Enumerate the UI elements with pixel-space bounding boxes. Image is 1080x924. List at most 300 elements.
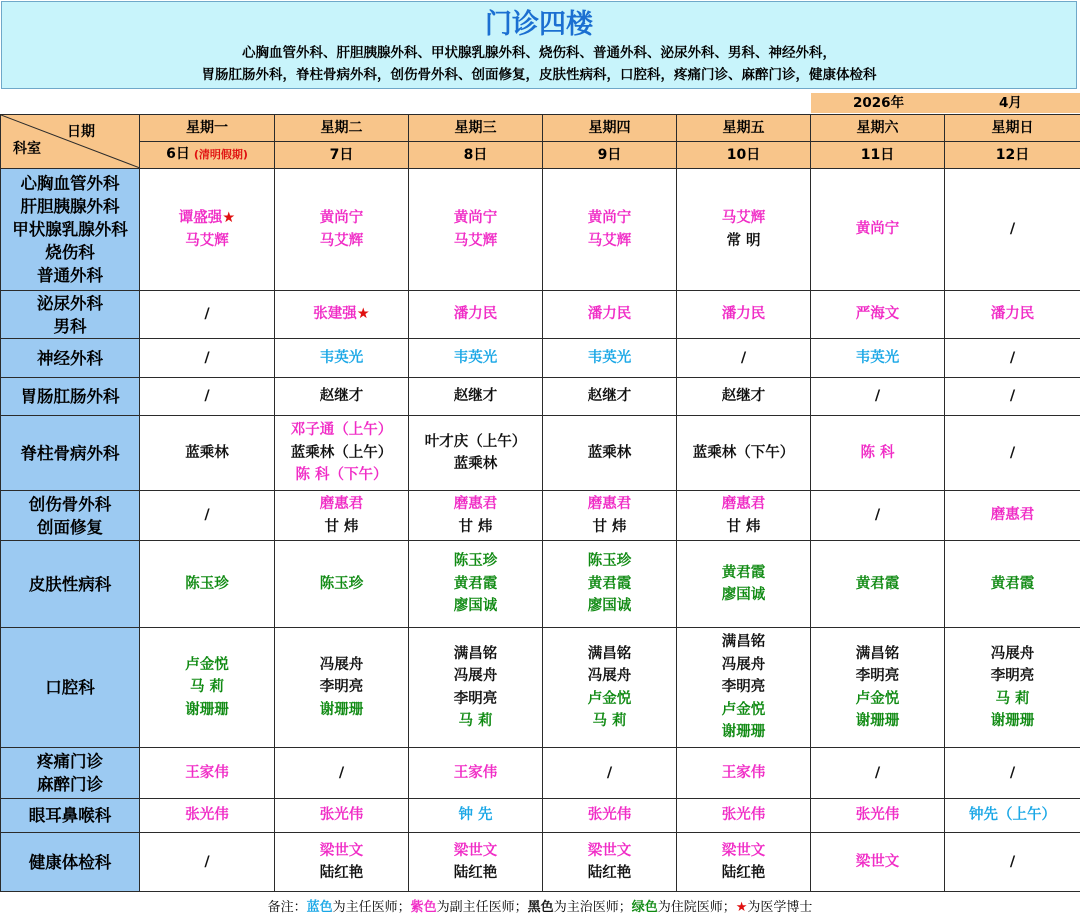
department-name: 创面修复 bbox=[1, 516, 139, 539]
doctor-name-text: 蓝乘林（下午） bbox=[693, 445, 795, 461]
schedule-cell bbox=[677, 833, 811, 892]
doctor-name-text: 李明亮 bbox=[320, 679, 364, 695]
weekday-header: 星期六 bbox=[811, 115, 945, 142]
date-label: 7日 bbox=[330, 147, 354, 163]
doctor-name bbox=[409, 710, 542, 733]
schedule-cell bbox=[275, 416, 409, 491]
doctor-name bbox=[409, 431, 542, 454]
doctor-name bbox=[543, 804, 676, 827]
legend-black-text: 为主治医师； bbox=[554, 900, 632, 915]
date-label: 12日 bbox=[996, 147, 1029, 163]
department-name: 胃肠肛肠外科 bbox=[1, 385, 139, 408]
doctor-name bbox=[409, 804, 542, 827]
department-cell bbox=[1, 833, 140, 892]
doctor-name-text: 张光伟 bbox=[722, 807, 766, 823]
doctor-name-text: 卢金悦 bbox=[185, 657, 229, 673]
doctor-name bbox=[543, 643, 676, 666]
schedule-cell bbox=[945, 339, 1080, 378]
schedule-cell bbox=[945, 291, 1080, 339]
doctor-name bbox=[811, 688, 944, 711]
doctor-name-text: 王家伟 bbox=[454, 765, 498, 781]
schedule-cell bbox=[140, 339, 275, 378]
doctor-name bbox=[677, 562, 810, 585]
doctor-name-text: 赵继才 bbox=[320, 388, 364, 404]
doctor-name bbox=[945, 688, 1080, 711]
doctor-name-text: 满昌铭 bbox=[856, 646, 900, 662]
doctor-name-text: 韦英光 bbox=[320, 350, 364, 366]
no-clinic-mark bbox=[811, 762, 944, 785]
doctor-name-text: 马 莉 bbox=[995, 691, 1029, 707]
schedule-cell bbox=[945, 491, 1080, 541]
doctor-name-text: 谢珊珊 bbox=[320, 702, 364, 718]
doctor-name bbox=[275, 840, 408, 863]
date-header bbox=[140, 142, 275, 169]
doctor-name bbox=[409, 453, 542, 476]
weekday-header: 星期一 bbox=[140, 115, 275, 142]
weekday-header-row bbox=[1, 115, 1080, 142]
no-clinic-mark bbox=[811, 385, 944, 408]
doctor-name-text: 常 明 bbox=[726, 233, 760, 249]
doctor-name-text: 黄君霞 bbox=[856, 576, 900, 592]
schedule-cell bbox=[409, 416, 543, 491]
doctor-name bbox=[275, 207, 408, 230]
no-clinic-mark bbox=[140, 851, 274, 874]
doctor-name bbox=[140, 804, 274, 827]
department-name: 健康体检科 bbox=[1, 851, 139, 874]
doctor-name bbox=[543, 710, 676, 733]
department-name: 男科 bbox=[1, 315, 139, 338]
doctor-name-text: 邓子通（上午） bbox=[291, 422, 393, 438]
date-header bbox=[677, 142, 811, 169]
doctor-name bbox=[945, 303, 1080, 326]
doctor-name-text: 陈 科（下午） bbox=[295, 467, 387, 483]
doctor-name-text: / bbox=[204, 854, 209, 870]
schedule-row bbox=[1, 748, 1080, 799]
doctor-name-text: 甘 炜 bbox=[324, 519, 358, 535]
doctor-name bbox=[677, 442, 810, 465]
doctor-name bbox=[811, 851, 944, 874]
legend-purple-text: 为副主任医师； bbox=[437, 900, 528, 915]
doctor-name-text: / bbox=[1010, 854, 1015, 870]
doctor-name-text: 卢金悦 bbox=[722, 702, 766, 718]
doctor-name-text: 王家伟 bbox=[185, 765, 229, 781]
doctor-name-text: 张光伟 bbox=[185, 807, 229, 823]
doctor-name bbox=[409, 862, 542, 885]
doctor-name bbox=[811, 442, 944, 465]
doctor-name bbox=[543, 347, 676, 370]
doctor-name-text: / bbox=[1010, 221, 1015, 237]
no-clinic-mark bbox=[677, 347, 810, 370]
doctor-name bbox=[409, 665, 542, 688]
no-clinic-mark bbox=[275, 762, 408, 785]
doctor-name bbox=[140, 762, 274, 785]
doctor-name bbox=[140, 442, 274, 465]
department-cell bbox=[1, 378, 140, 416]
schedule-cell bbox=[543, 291, 677, 339]
schedule-cell bbox=[677, 491, 811, 541]
doctor-name-text: 韦英光 bbox=[856, 350, 900, 366]
doctor-name-text: / bbox=[204, 350, 209, 366]
doctor-name-text: 冯展舟 bbox=[454, 668, 498, 684]
schedule-cell bbox=[275, 291, 409, 339]
doctor-name bbox=[945, 504, 1080, 527]
schedule-cell bbox=[811, 291, 945, 339]
doctor-name-text: 梁世文 bbox=[320, 843, 364, 859]
no-clinic-mark bbox=[140, 303, 274, 326]
doctor-name bbox=[543, 573, 676, 596]
doctor-name-text: 谢珊珊 bbox=[722, 724, 766, 740]
doctor-name-text: 张光伟 bbox=[856, 807, 900, 823]
schedule-row bbox=[1, 416, 1080, 491]
doctor-name-text: 赵继才 bbox=[454, 388, 498, 404]
schedule-cell bbox=[275, 378, 409, 416]
doctor-name-text: 潘力民 bbox=[991, 306, 1035, 322]
doctor-name bbox=[275, 230, 408, 253]
schedule-cell bbox=[543, 833, 677, 892]
schedule-cell bbox=[811, 169, 945, 291]
schedule-cell bbox=[677, 628, 811, 748]
doctor-name-text: 廖国诚 bbox=[722, 587, 766, 603]
schedule-cell bbox=[677, 416, 811, 491]
date-label: 10日 bbox=[727, 147, 760, 163]
schedule-cell bbox=[409, 541, 543, 628]
doctor-name-text: 陈玉珍 bbox=[454, 553, 498, 569]
doctor-name bbox=[677, 631, 810, 654]
doctor-name bbox=[543, 550, 676, 573]
schedule-row bbox=[1, 833, 1080, 892]
schedule-cell bbox=[275, 541, 409, 628]
schedule-cell bbox=[945, 378, 1080, 416]
doctor-name bbox=[677, 493, 810, 516]
doctor-name bbox=[811, 665, 944, 688]
doctor-name bbox=[811, 710, 944, 733]
department-list-line-2: 胃肠肛肠外科，脊柱骨病外科，创伤骨外科、创面修复，皮肤性病科，口腔科，疼痛门诊、麻醉门诊，健康体检科 bbox=[2, 64, 1076, 86]
doctor-name-text: 马艾辉 bbox=[454, 233, 498, 249]
doctor-name bbox=[543, 493, 676, 516]
doctor-name-text: 李明亮 bbox=[722, 679, 766, 695]
weekday-header: 星期五 bbox=[677, 115, 811, 142]
no-clinic-mark bbox=[543, 762, 676, 785]
doctor-name-text: 赵继才 bbox=[588, 388, 632, 404]
schedule-cell bbox=[140, 491, 275, 541]
doctor-name-text: 蓝乘林（上午） bbox=[291, 445, 393, 461]
doctor-name-text: / bbox=[204, 306, 209, 322]
date-header bbox=[275, 142, 409, 169]
doctor-name bbox=[275, 804, 408, 827]
schedule-cell bbox=[677, 799, 811, 833]
schedule-cell bbox=[543, 541, 677, 628]
doctor-name-text: 磨惠君 bbox=[722, 496, 766, 512]
doctor-name-text: 甘 炜 bbox=[726, 519, 760, 535]
month-label: 4月 bbox=[999, 93, 1022, 113]
schedule-cell bbox=[275, 799, 409, 833]
doctor-name-text: 黄君霞 bbox=[722, 565, 766, 581]
doctor-name bbox=[543, 442, 676, 465]
schedule-row bbox=[1, 169, 1080, 291]
doctor-name bbox=[140, 699, 274, 722]
schedule-cell bbox=[409, 748, 543, 799]
doctor-name bbox=[140, 654, 274, 677]
doctor-name bbox=[409, 840, 542, 863]
doctor-name-text: 李明亮 bbox=[856, 668, 900, 684]
doctor-name-text: 谭盛强 bbox=[179, 210, 223, 226]
doctor-name-text: 满昌铭 bbox=[722, 634, 766, 650]
doctor-name bbox=[275, 573, 408, 596]
doctor-name bbox=[677, 676, 810, 699]
doctor-name-text: / bbox=[875, 507, 880, 523]
doctor-name-text: 马艾辉 bbox=[588, 233, 632, 249]
schedule-cell bbox=[409, 169, 543, 291]
schedule-cell bbox=[945, 169, 1080, 291]
doctor-name bbox=[543, 303, 676, 326]
date-label: 11日 bbox=[861, 147, 894, 163]
schedule-cell bbox=[140, 833, 275, 892]
doctor-name bbox=[677, 862, 810, 885]
no-clinic-mark bbox=[140, 504, 274, 527]
no-clinic-mark bbox=[811, 504, 944, 527]
doctor-name bbox=[543, 665, 676, 688]
doctor-name bbox=[677, 721, 810, 744]
doctor-name-text: 冯展舟 bbox=[991, 646, 1035, 662]
no-clinic-mark bbox=[945, 762, 1080, 785]
doctor-name bbox=[677, 385, 810, 408]
schedule-cell bbox=[409, 291, 543, 339]
doctor-name bbox=[677, 230, 810, 253]
star-icon: ★ bbox=[736, 900, 748, 915]
doctor-name bbox=[409, 230, 542, 253]
doctor-name-text: / bbox=[204, 507, 209, 523]
doctor-name-text: / bbox=[875, 388, 880, 404]
year-label: 2026年 bbox=[853, 93, 904, 113]
doctor-name bbox=[409, 688, 542, 711]
department-cell bbox=[1, 799, 140, 833]
schedule-cell bbox=[140, 541, 275, 628]
doctor-name-text: 赵继才 bbox=[722, 388, 766, 404]
schedule-cell bbox=[543, 169, 677, 291]
doctor-name-text: 黄君霞 bbox=[588, 576, 632, 592]
doctor-name-text: 李明亮 bbox=[991, 668, 1035, 684]
date-header bbox=[945, 142, 1080, 169]
doctor-name-text: 磨惠君 bbox=[991, 507, 1035, 523]
doctor-name-text: 王家伟 bbox=[722, 765, 766, 781]
doctor-name bbox=[409, 643, 542, 666]
doctor-name bbox=[811, 303, 944, 326]
doctor-name-text: / bbox=[1010, 765, 1015, 781]
doctor-name bbox=[409, 573, 542, 596]
no-clinic-mark bbox=[140, 385, 274, 408]
doctor-name bbox=[409, 493, 542, 516]
doctor-name-text: / bbox=[607, 765, 612, 781]
schedule-cell bbox=[677, 169, 811, 291]
schedule-row bbox=[1, 339, 1080, 378]
schedule-cell bbox=[677, 378, 811, 416]
page-title: 门诊四楼 bbox=[2, 8, 1076, 42]
schedule-cell bbox=[945, 416, 1080, 491]
doctor-name bbox=[409, 303, 542, 326]
doctor-name bbox=[945, 804, 1080, 827]
schedule-cell bbox=[543, 491, 677, 541]
department-name: 眼耳鼻喉科 bbox=[1, 804, 139, 827]
doctor-name-text: 潘力民 bbox=[454, 306, 498, 322]
doctor-name bbox=[275, 699, 408, 722]
doctor-name-text: / bbox=[1010, 445, 1015, 461]
schedule-cell bbox=[811, 378, 945, 416]
schedule-row bbox=[1, 799, 1080, 833]
doctor-name bbox=[543, 207, 676, 230]
legend-purple: 紫色 bbox=[411, 900, 437, 915]
schedule-cell bbox=[140, 416, 275, 491]
doctor-name-text: 陆红艳 bbox=[454, 865, 498, 881]
doctor-name-text: 廖国诚 bbox=[454, 598, 498, 614]
doctor-name-text: 谢珊珊 bbox=[991, 713, 1035, 729]
date-header-row bbox=[1, 142, 1080, 169]
doctor-name-text: 蓝乘林 bbox=[185, 445, 229, 461]
doctor-name bbox=[543, 862, 676, 885]
doctor-name-text: 张光伟 bbox=[588, 807, 632, 823]
weekday-header: 星期四 bbox=[543, 115, 677, 142]
department-list-line-1: 心胸血管外科、肝胆胰腺外科、甲状腺乳腺外科、烧伤科、普通外科、泌尿外科、男科、神经外科， bbox=[2, 42, 1076, 64]
date-header bbox=[543, 142, 677, 169]
department-cell bbox=[1, 491, 140, 541]
doctor-name-text: 严海文 bbox=[856, 306, 900, 322]
doctor-name bbox=[677, 584, 810, 607]
doctor-name bbox=[677, 804, 810, 827]
schedule-cell bbox=[409, 628, 543, 748]
schedule-cell bbox=[677, 748, 811, 799]
department-cell bbox=[1, 748, 140, 799]
no-clinic-mark bbox=[945, 442, 1080, 465]
schedule-cell bbox=[409, 833, 543, 892]
doctor-name-text: / bbox=[339, 765, 344, 781]
date-header bbox=[811, 142, 945, 169]
schedule-cell bbox=[811, 748, 945, 799]
doctor-name-text: 磨惠君 bbox=[588, 496, 632, 512]
department-name: 疼痛门诊 bbox=[1, 750, 139, 773]
doctor-name bbox=[945, 710, 1080, 733]
year-month-bar bbox=[811, 93, 1080, 113]
no-clinic-mark bbox=[140, 347, 274, 370]
schedule-cell bbox=[677, 291, 811, 339]
doctor-name-text: 甘 炜 bbox=[458, 519, 492, 535]
doctor-name bbox=[140, 207, 274, 230]
doctor-name-text: 马艾辉 bbox=[722, 210, 766, 226]
doctor-name-text: 蓝乘林 bbox=[454, 456, 498, 472]
doctor-name bbox=[677, 699, 810, 722]
schedule-cell bbox=[811, 799, 945, 833]
doctor-name bbox=[275, 676, 408, 699]
star-icon: ★ bbox=[357, 306, 370, 322]
date-label: 6日 bbox=[166, 146, 190, 162]
doctor-name-text: 卢金悦 bbox=[856, 691, 900, 707]
doctor-name bbox=[409, 762, 542, 785]
schedule-cell bbox=[543, 799, 677, 833]
doctor-name-text: 黄尚宁 bbox=[320, 210, 364, 226]
weekday-header: 星期三 bbox=[409, 115, 543, 142]
department-name: 烧伤科 bbox=[1, 241, 139, 264]
doctor-name bbox=[275, 493, 408, 516]
doctor-name-text: 梁世文 bbox=[856, 854, 900, 870]
doctor-name bbox=[543, 385, 676, 408]
department-name: 普通外科 bbox=[1, 264, 139, 287]
schedule-table bbox=[0, 114, 1080, 892]
doctor-name bbox=[677, 303, 810, 326]
legend-prefix: 备注： bbox=[268, 900, 307, 915]
doctor-name bbox=[409, 550, 542, 573]
doctor-name bbox=[275, 385, 408, 408]
doctor-name bbox=[945, 573, 1080, 596]
no-clinic-mark bbox=[945, 218, 1080, 241]
doctor-name-text: 钟 先 bbox=[458, 807, 492, 823]
schedule-cell bbox=[811, 833, 945, 892]
doctor-name-text: 黄君霞 bbox=[454, 576, 498, 592]
schedule-cell bbox=[677, 541, 811, 628]
legend-green: 绿色 bbox=[632, 900, 658, 915]
schedule-cell bbox=[543, 628, 677, 748]
department-name: 神经外科 bbox=[1, 347, 139, 370]
doctor-name-text: 黄君霞 bbox=[991, 576, 1035, 592]
legend-green-text: 为住院医师； bbox=[658, 900, 736, 915]
doctor-name-text: 冯展舟 bbox=[320, 657, 364, 673]
doctor-name bbox=[677, 762, 810, 785]
schedule-cell bbox=[543, 416, 677, 491]
doctor-name-text: 陆红艳 bbox=[722, 865, 766, 881]
schedule-cell bbox=[275, 748, 409, 799]
doctor-name-text: 卢金悦 bbox=[588, 691, 632, 707]
dept-axis-label: 科室 bbox=[13, 138, 41, 161]
doctor-name bbox=[677, 840, 810, 863]
doctor-name-text: 冯展舟 bbox=[722, 657, 766, 673]
doctor-name bbox=[275, 464, 408, 487]
department-cell bbox=[1, 169, 140, 291]
schedule-cell bbox=[140, 748, 275, 799]
doctor-name-text: 马 莉 bbox=[458, 713, 492, 729]
schedule-cell bbox=[811, 339, 945, 378]
doctor-name-text: / bbox=[1010, 350, 1015, 366]
date-label: 9日 bbox=[598, 147, 622, 163]
doctor-name-text: 廖国诚 bbox=[588, 598, 632, 614]
doctor-name bbox=[409, 595, 542, 618]
doctor-name bbox=[543, 840, 676, 863]
department-cell bbox=[1, 416, 140, 491]
doctor-name-text: 陈 科 bbox=[860, 445, 894, 461]
doctor-name-text: 潘力民 bbox=[588, 306, 632, 322]
schedule-cell bbox=[945, 799, 1080, 833]
doctor-name-text: / bbox=[1010, 388, 1015, 404]
schedule-cell bbox=[945, 833, 1080, 892]
department-name: 皮肤性病科 bbox=[1, 573, 139, 596]
department-name: 脊柱骨病外科 bbox=[1, 442, 139, 465]
doctor-name-text: 蓝乘林 bbox=[588, 445, 632, 461]
doctor-name-text: 张建强 bbox=[313, 306, 357, 322]
doctor-name-text: 梁世文 bbox=[588, 843, 632, 859]
schedule-row bbox=[1, 378, 1080, 416]
doctor-name-text: 甘 炜 bbox=[592, 519, 626, 535]
doctor-name-text: 陈玉珍 bbox=[320, 576, 364, 592]
schedule-cell bbox=[140, 799, 275, 833]
doctor-name bbox=[811, 347, 944, 370]
legend-star-text: 为医学博士 bbox=[747, 900, 812, 915]
schedule-cell bbox=[140, 378, 275, 416]
weekday-header: 星期二 bbox=[275, 115, 409, 142]
department-name: 肝胆胰腺外科 bbox=[1, 195, 139, 218]
schedule-cell bbox=[409, 339, 543, 378]
doctor-name bbox=[811, 643, 944, 666]
schedule-cell bbox=[677, 339, 811, 378]
department-cell bbox=[1, 291, 140, 339]
doctor-name bbox=[409, 207, 542, 230]
date-axis-label: 日期 bbox=[67, 121, 95, 144]
schedule-cell bbox=[140, 169, 275, 291]
